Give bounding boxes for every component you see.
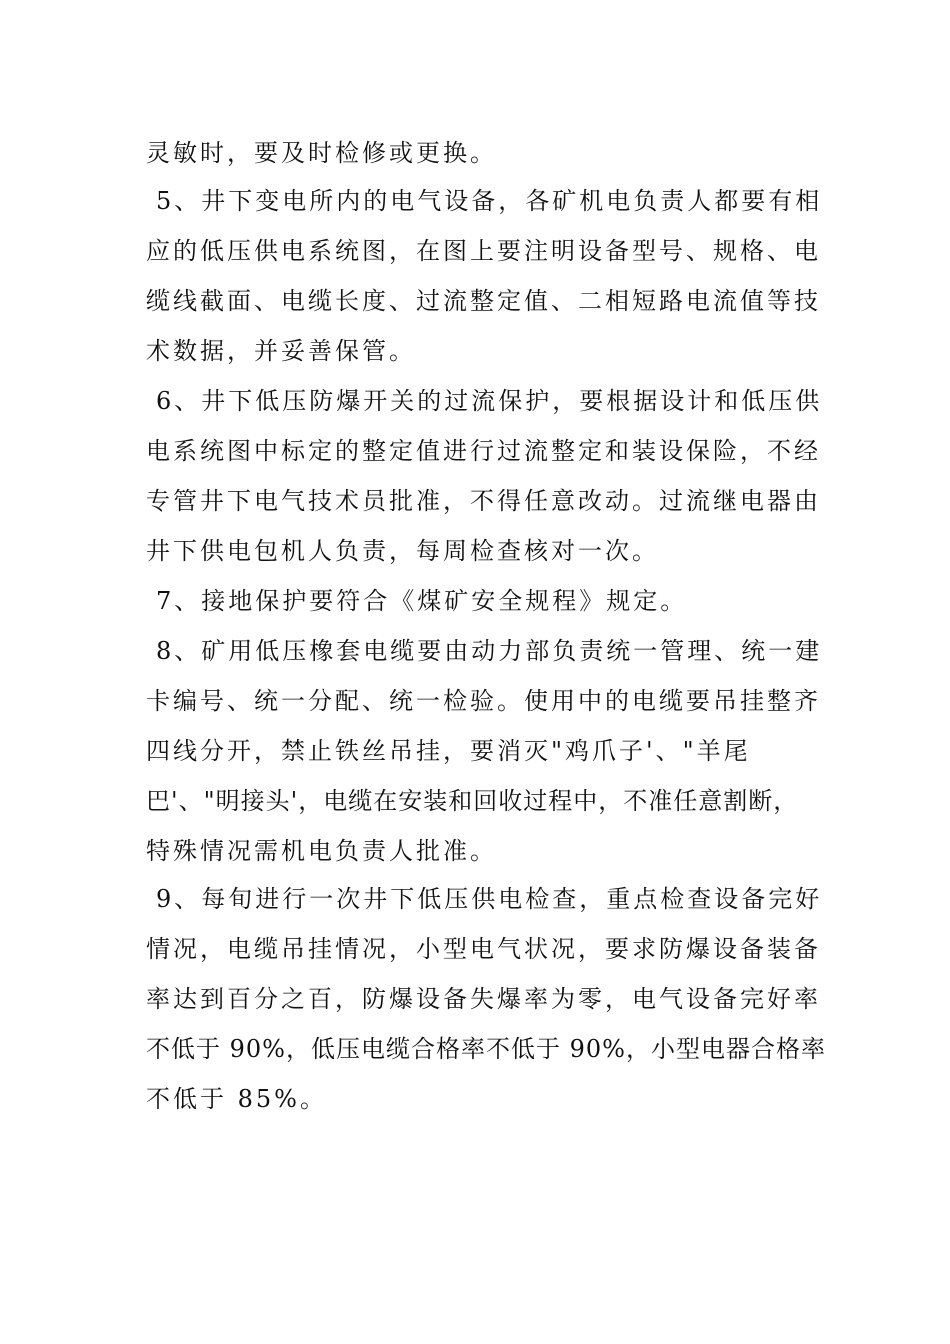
text-line: 灵敏时，要及时检修或更换。 — [146, 139, 497, 167]
paragraph-6-line: 6、井下低压防爆开关的过流保护，要根据设计和低压供 — [156, 387, 823, 415]
text-line: 不低于 90%，低压电缆合格率不低于 90%，小型电器合格率 — [146, 1035, 826, 1063]
paragraph-8-line: 8、矿用低压橡套电缆要由动力部负责统一管理、统一建 — [156, 637, 823, 665]
text-line: 专管井下电气技术员批准，不得任意改动。过流继电器由 — [146, 487, 821, 515]
text-line: 巴'、"明接头'，电缆在安装和回收过程中，不准任意割断， — [146, 787, 799, 815]
text-line: 井下供电包机人负责，每周检查核对一次。 — [146, 537, 659, 565]
text-line: 四线分开，禁止铁丝吊挂，要消灭"鸡爪子'、"羊尾 — [146, 737, 751, 765]
text-line: 电系统图中标定的整定值进行过流整定和装设保险，不经 — [146, 437, 821, 465]
text-line: 应的低压供电系统图，在图上要注明设备型号、规格、电 — [146, 237, 821, 265]
text-line: 情况，电缆吊挂情况，小型电气状况，要求防爆设备装备 — [146, 935, 821, 963]
paragraph-9-line: 9、每旬进行一次井下低压供电检查，重点检查设备完好 — [156, 885, 823, 913]
paragraph-5-line: 5、井下变电所内的电气设备，各矿机电负责人都要有相 — [156, 187, 823, 215]
text-line: 特殊情况需机电负责人批准。 — [146, 837, 497, 865]
text-line: 缆线截面、电缆长度、过流整定值、二相短路电流值等技 — [146, 287, 821, 315]
text-line: 卡编号、统一分配、统一检验。使用中的电缆要吊挂整齐 — [146, 687, 821, 715]
text-line: 术数据，并妥善保管。 — [146, 337, 416, 365]
text-line: 率达到百分之百，防爆设备失爆率为零，电气设备完好率 — [146, 985, 821, 1013]
text-line: 不低于 85%。 — [146, 1085, 327, 1113]
paragraph-7-line: 7、接地保护要符合《煤矿安全规程》规定。 — [156, 587, 688, 615]
